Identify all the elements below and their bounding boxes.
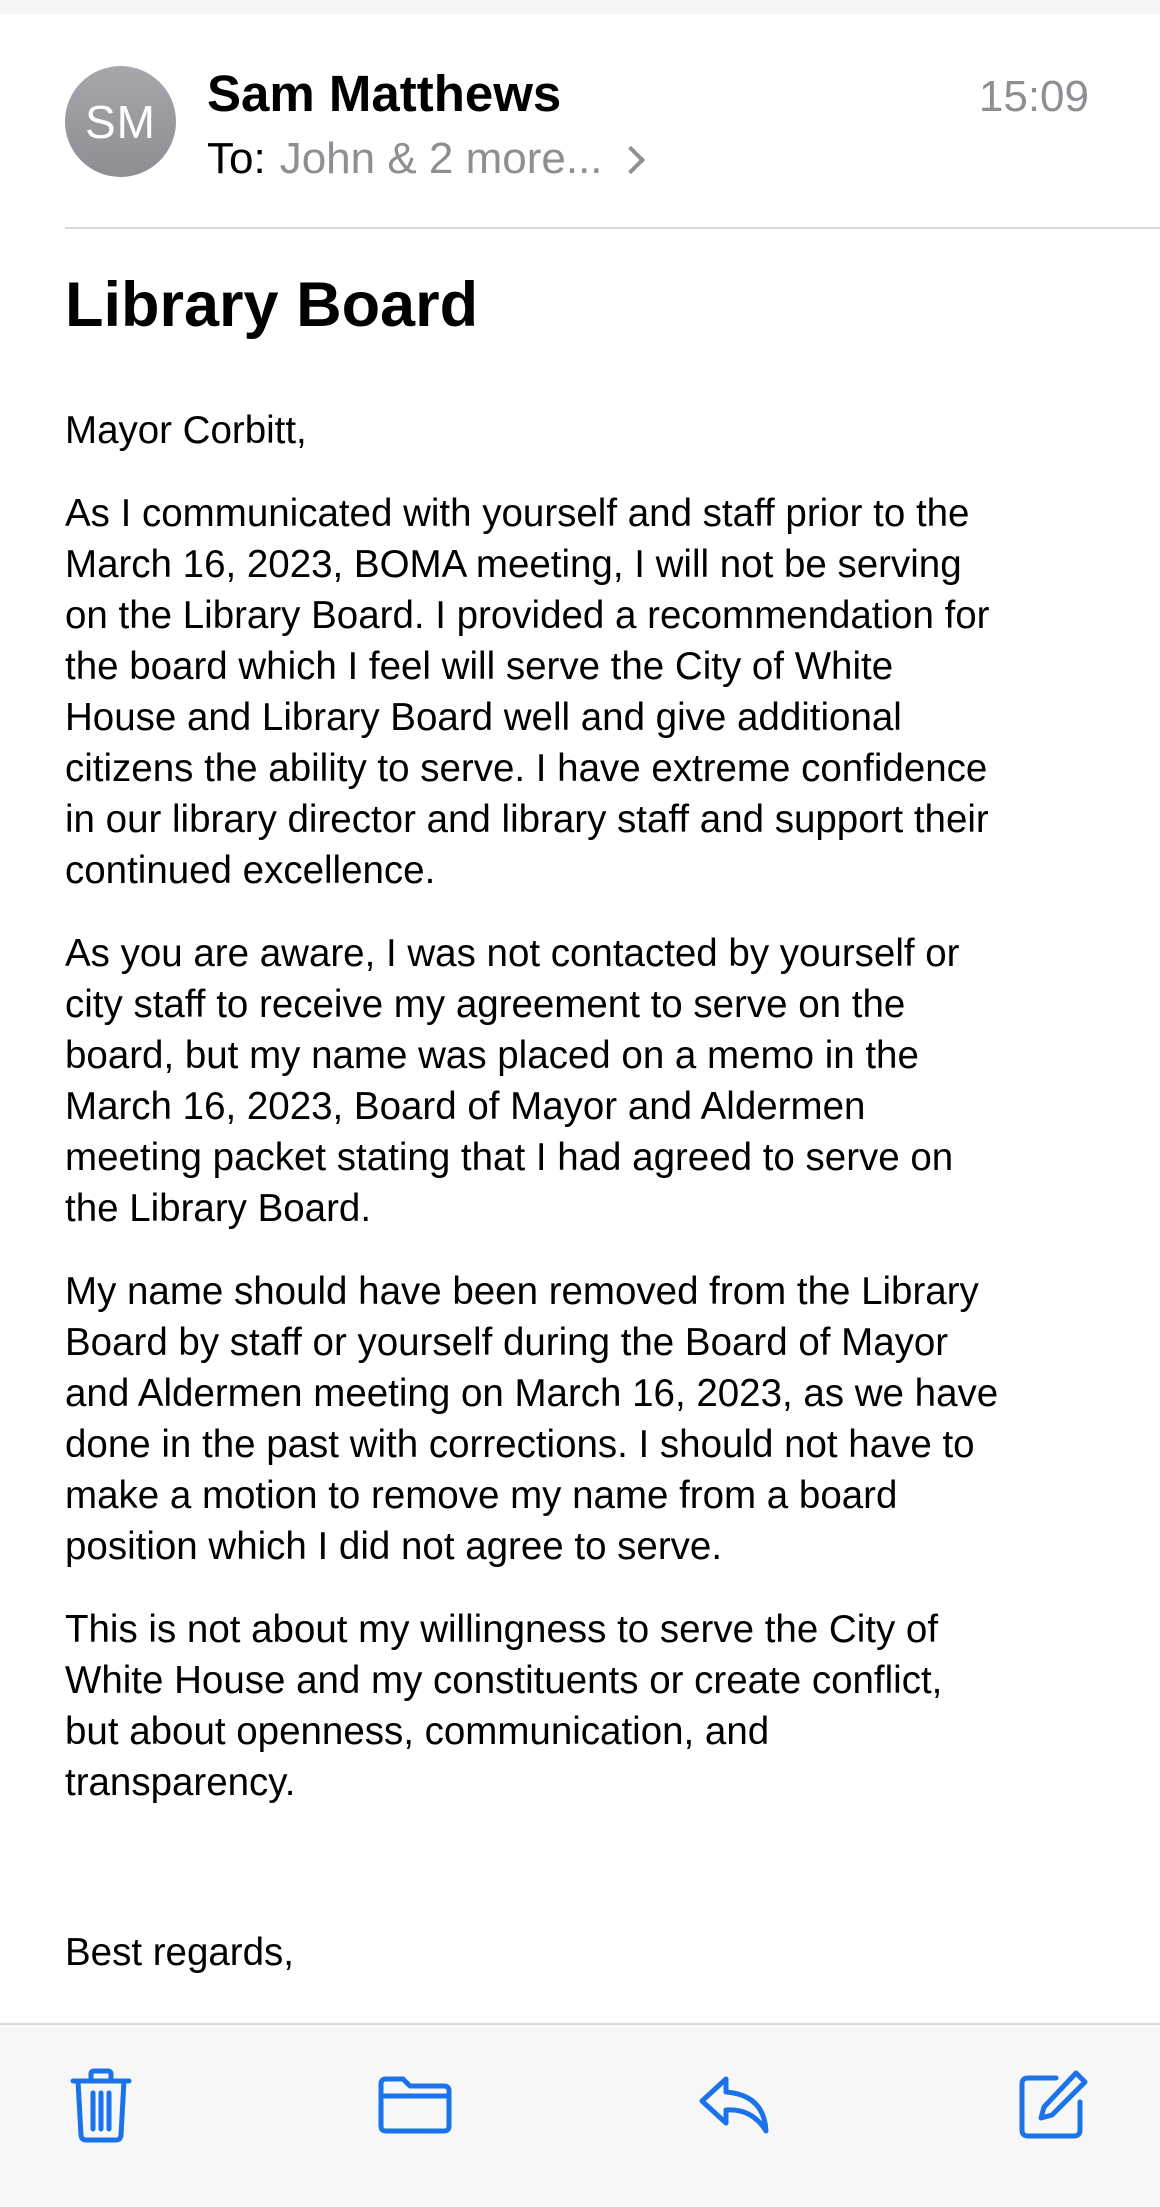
chevron-right-icon[interactable]	[616, 146, 644, 174]
folder-icon	[377, 2074, 453, 2136]
status-strip	[0, 0, 1160, 14]
compose-button[interactable]	[1013, 2065, 1093, 2145]
email-paragraph: As I communicated with yourself and staff prior to the March 16, 2023, BOMA meeting, I will not be serving on the Library Board. I provided a recommendation for the board which I feel will serve the City of White House and Library Board well and give additional citizens the ability to serve. I have extreme confidence in our library director and library staff and support their continued excellence.	[65, 492, 990, 892]
email-body	[65, 405, 1105, 2010]
bottom-toolbar	[0, 2023, 1160, 2207]
recipients-row[interactable]	[207, 129, 641, 189]
trash-icon	[69, 2067, 133, 2143]
trash-button[interactable]	[61, 2065, 141, 2145]
email-paragraph: My name should have been removed from the Library Board by staff or yourself during the Board of Mayor and Aldermen meeting on March 16, 2023, as we have done in the past with corrections. I should not have to make a motion to remove my name from a board position which I did not agree to serve.	[65, 1270, 999, 1568]
email-greeting: Mayor Corbitt,	[65, 409, 307, 452]
move-to-folder-button[interactable]	[375, 2065, 455, 2145]
email-paragraph: As you are aware, I was not contacted by yourself or city staff to receive my agreement to serve on the board, but my name was placed on a memo in the March 16, 2023, Board of Mayor and Aldermen meeting packet stating that I had agreed to serve on the Library Board.	[65, 932, 960, 1230]
email-subject: Library Board	[65, 270, 479, 340]
recipients-summary[interactable]: John & 2 more...	[279, 134, 603, 183]
sender-avatar[interactable]: SM	[65, 66, 176, 177]
compose-icon	[1016, 2068, 1090, 2142]
reply-button[interactable]	[694, 2065, 774, 2145]
sender-name[interactable]: Sam Matthews	[207, 65, 562, 122]
to-label: To:	[207, 134, 266, 183]
reply-icon	[696, 2073, 772, 2137]
email-sign-off: Best regards,	[65, 1931, 294, 1974]
email-paragraph: This is not about my willingness to serve the City of White House and my constituents or create conflict, but about openness, communication, and transparency.	[65, 1608, 943, 1804]
header-divider	[65, 227, 1160, 229]
email-header	[0, 14, 1160, 228]
email-time: 15:09	[978, 72, 1089, 121]
